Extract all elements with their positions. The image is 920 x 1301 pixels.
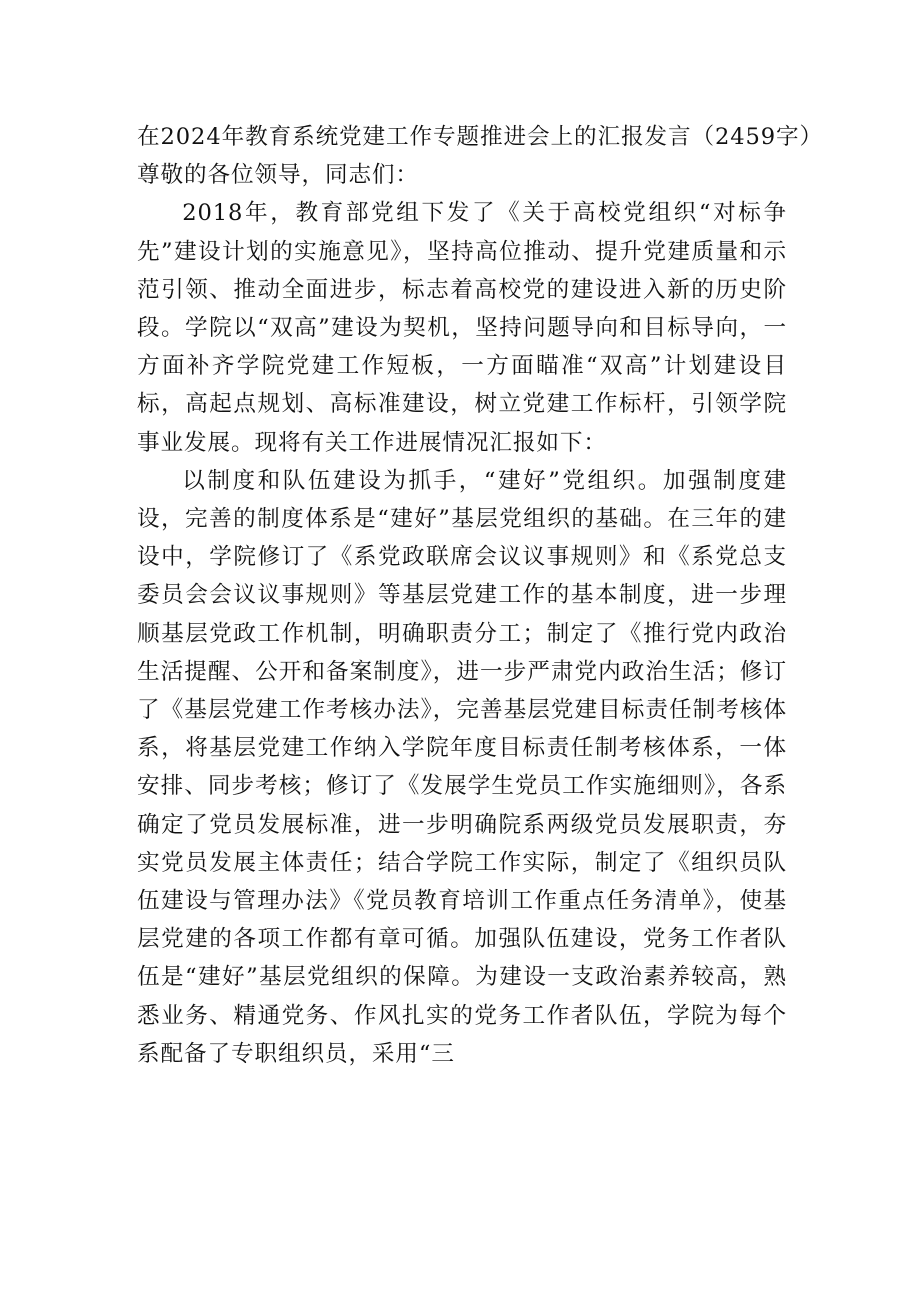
document-body: [137, 118, 824, 1073]
document-title: 在2024年教育系统党建工作专题推进会上的汇报发言（2459字）: [137, 124, 824, 150]
salutation: 尊敬的各位领导，同志们：: [137, 162, 419, 189]
paragraph-intro: 2018年，教育部党组下发了《关于高校党组织“对标争先”建设计划的实施意见》，坚持高位推动、提升党建质量和示范引领、推动全面进步，标志着高校党的建设进入新的历史阶段。学院以“双高”建设为契机，坚持问题导向和目标导向，一方面补齐学院党建工作短板，一方面瞄准“双高”计划建设目标，高起点规划、高标准建设，树立党建工作标杆，引领学院事业发展。现将有关工作进展情况汇报如下：: [137, 200, 787, 456]
paragraph-organization-building: 以制度和队伍建设为抓手，“建好”党组织。加强制度建设，完善的制度体系是“建好”基层党组织的基础。在三年的建设中，学院修订了《系党政联席会议议事规则》和《系党总支委员会会议议事规则》等基层党建工作的基本制度，进一步理顺基层党政工作机制，明确职责分工；制定了《推行党内政治生活提醒、公开和备案制度》，进一步严肃党内政治生活；修订了《基层党建工作考核办法》，完善基层党建目标责任制考核体系，将基层党建工作纳入学院年度目标责任制考核体系，一体安排、同步考核；修订了《发展学生党员工作实施细则》，各系确定了党员发展标准，进一步明确院系两级党员发展职责，夯实党员发展主体责任；结合学院工作实际，制定了《组织员队伍建设与管理办法》《党员教育培训工作重点任务清单》，使基层党建的各项工作都有章可循。加强队伍建设，党务工作者队伍是“建好”基层党组织的保障。为建设一支政治素养较高，熟悉业务、精通党务、作风扎实的党务工作者队伍，学院为每个系配备了专职组织员，采用“三: [137, 467, 787, 1067]
